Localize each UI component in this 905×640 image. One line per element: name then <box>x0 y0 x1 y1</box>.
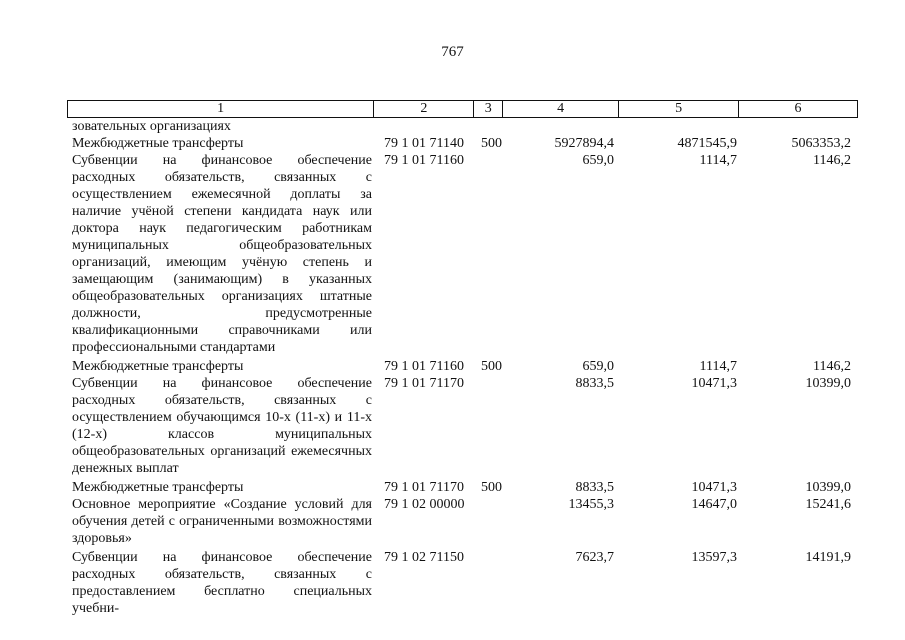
row-description: Межбюджетные трансферты <box>72 359 244 374</box>
row-expense-type: 500 <box>481 359 502 374</box>
row-description: Межбюджетные трансферты <box>72 480 244 495</box>
row-code: 79 1 01 71170 <box>384 376 464 391</box>
row-code: 79 1 01 71170 <box>384 480 464 495</box>
row-value-col6: 14191,9 <box>805 550 851 565</box>
table-column-header <box>67 100 858 118</box>
row-value-col5: 4871545,9 <box>677 136 737 151</box>
row-value-col6: 15241,6 <box>805 497 851 512</box>
row-description: Межбюджетные трансферты <box>72 136 244 151</box>
table-row <box>0 118 905 135</box>
row-value-col6: 10399,0 <box>805 480 851 495</box>
row-code: 79 1 02 00000 <box>384 497 465 512</box>
row-description: Субвенции на финансовое обеспечение расходных обязательств, связанных с предоставлением бесплатно специальных учебни- <box>72 550 372 616</box>
column-header-2: 2 <box>374 101 474 117</box>
row-description: зовательных организациях <box>72 119 231 134</box>
row-value-col5: 13597,3 <box>691 550 737 565</box>
table-row <box>0 135 905 152</box>
row-expense-type: 500 <box>481 136 502 151</box>
table-row <box>0 152 905 356</box>
column-header-4: 4 <box>503 101 619 117</box>
table-row <box>0 358 905 375</box>
row-value-col4: 7623,7 <box>575 550 614 565</box>
row-value-col6: 1146,2 <box>813 359 851 374</box>
row-code: 79 1 01 71140 <box>384 136 464 151</box>
row-description: Основное мероприятие «Создание условий для обучения детей с ограниченными возможностями здоровья» <box>72 497 372 546</box>
row-value-col6: 5063353,2 <box>791 136 851 151</box>
row-description: Субвенции на финансовое обеспечение расходных обязательств, связанных с осуществлением ежемесячной доплаты за наличие учёной степени кандидата наук или доктора наук педагогическим работникам муниципальных общеобразовательных организаций, имеющим учёную степень и замещающим (занимающим) в указанных общеобразовательных организациях штатные должности, предусмотренные квалификационными справочниками или профессиональными стандартами <box>72 153 372 355</box>
row-value-col4: 13455,3 <box>568 497 614 512</box>
column-header-5: 5 <box>619 101 739 117</box>
row-value-col4: 8833,5 <box>575 480 614 495</box>
row-value-col5: 14647,0 <box>691 497 737 512</box>
row-value-col5: 1114,7 <box>699 153 737 168</box>
row-code: 79 1 01 71160 <box>384 153 464 168</box>
page-number: 767 <box>441 44 464 60</box>
table-row <box>0 375 905 477</box>
column-header-6: 6 <box>794 101 802 116</box>
row-value-col5: 10471,3 <box>691 376 737 391</box>
row-code: 79 1 01 71160 <box>384 359 464 374</box>
row-code: 79 1 02 71150 <box>384 550 464 565</box>
row-value-col4: 8833,5 <box>575 376 614 391</box>
budget-table-body <box>0 118 905 617</box>
table-row <box>0 496 905 547</box>
row-value-col4: 659,0 <box>582 153 614 168</box>
column-header-3: 3 <box>474 101 503 117</box>
table-row <box>0 549 905 617</box>
row-value-col6: 10399,0 <box>805 376 851 391</box>
row-expense-type: 500 <box>481 480 502 495</box>
table-row <box>0 479 905 496</box>
row-value-col4: 659,0 <box>582 359 614 374</box>
row-description: Субвенции на финансовое обеспечение расходных обязательств, связанных с осуществлением обучающимся 10-х (11-х) и 11-х (12-х) классов муниципальных общеобразовательных организаций ежемесячных денежных выплат <box>72 376 372 476</box>
row-value-col5: 1114,7 <box>699 359 737 374</box>
row-value-col4: 5927894,4 <box>554 136 614 151</box>
row-value-col6: 1146,2 <box>813 153 851 168</box>
row-value-col5: 10471,3 <box>691 480 737 495</box>
column-header-1: 1 <box>68 101 374 117</box>
